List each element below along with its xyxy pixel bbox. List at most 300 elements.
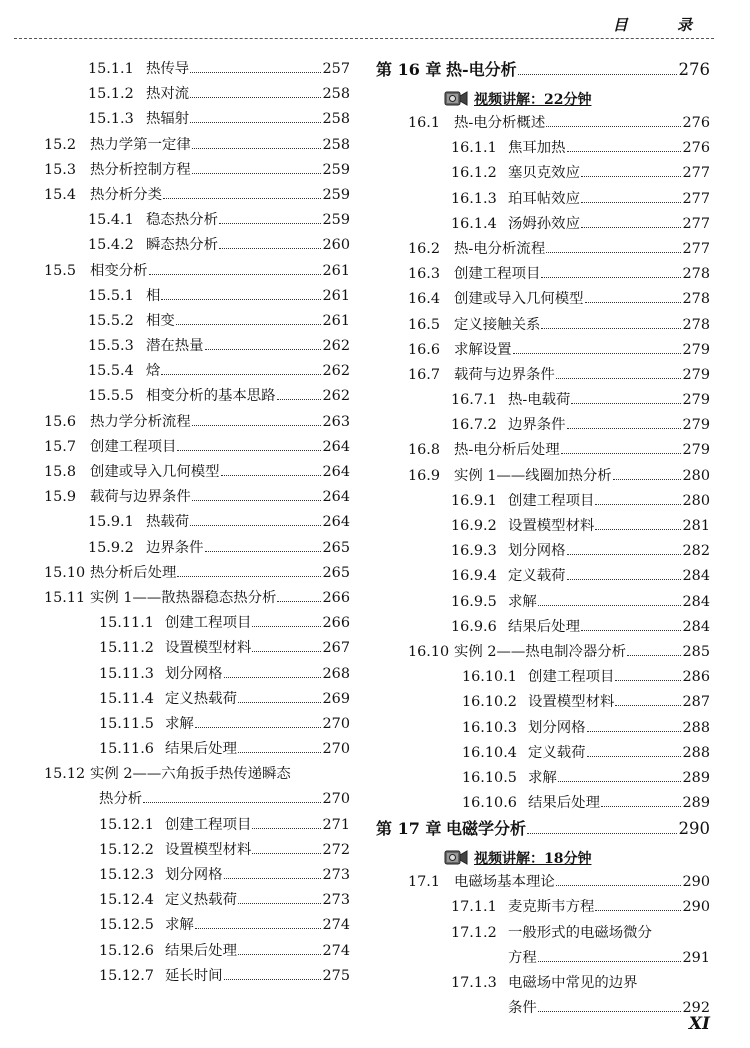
page-number: 271 [322,816,350,833]
toc-entry[interactable] [376,590,710,615]
dot-leader [219,248,321,249]
toc-entry[interactable] [44,762,350,787]
toc-entry[interactable] [376,111,710,136]
toc-entry[interactable] [376,690,710,715]
section-title: 求解 [528,769,557,786]
dot-leader [149,274,321,275]
toc-entry[interactable] [44,510,350,535]
section-title: 设置模型材料 [528,694,615,711]
page-number: 280 [682,492,710,509]
toc-entry[interactable] [376,870,710,895]
section-number: 16.4 [408,291,441,308]
dot-leader [561,453,681,454]
section-title: 热-电载荷 [508,392,571,409]
page-number: 272 [322,841,350,858]
page-number: 277 [682,240,710,257]
section-number: 16.9.6 [451,618,497,635]
page-number: 265 [322,564,350,581]
page-number: 261 [322,287,350,304]
dot-leader [518,74,677,75]
section-title: 热力学分析流程 [90,413,191,430]
dot-leader [192,173,321,174]
dot-leader [556,378,681,379]
toc-entry[interactable] [44,561,350,586]
page-number: 289 [682,769,710,786]
section-title: 条件 [508,1000,537,1017]
page-number: 258 [322,136,350,153]
page-number: 274 [322,942,350,959]
toc-entry[interactable] [44,939,350,964]
page-number: 264 [322,438,350,455]
section-title: 电磁场中常见的边界 [508,975,638,991]
section-number: 15.6 [44,413,77,430]
section-title: 创建工程项目 [528,669,615,686]
toc-entry[interactable] [44,888,350,913]
page-number: 262 [322,388,350,405]
page-number-folio: XI [688,1014,710,1034]
dot-leader [587,756,681,757]
dot-leader [224,677,321,678]
toc-entry[interactable] [44,158,350,183]
section-title: 热-电分析流程 [454,240,546,257]
page-number: 269 [322,690,350,707]
dot-leader [163,198,321,199]
chapter-title: 电磁学分析 [446,819,527,839]
dot-leader [615,705,680,706]
toc-entry[interactable] [376,438,710,463]
page-number: 263 [322,413,350,430]
section-title: 结果后处理 [165,942,237,959]
section-title: 求解 [508,593,537,610]
dot-leader [613,479,681,480]
section-number: 15.5.5 [88,388,134,405]
section-title: 创建或导入几何模型 [454,291,584,308]
page-number: 284 [682,593,710,610]
page-number: 277 [682,165,710,182]
section-title: 实例 1——线圈加热分析 [454,467,612,484]
toc-entry[interactable] [44,82,350,107]
page-number: 273 [322,892,350,909]
page-number: 284 [682,568,710,585]
toc-entry[interactable] [44,208,350,233]
section-number: 15.5.1 [88,287,134,304]
section-title: 定义热载荷 [165,892,237,909]
dot-leader [558,781,681,782]
dot-leader [219,223,321,224]
toc-entry[interactable] [44,57,350,82]
section-title: 边界条件 [146,539,204,556]
toc-entry[interactable] [376,338,710,363]
toc-entry[interactable] [44,913,350,938]
dot-leader [571,403,680,404]
page-number: 264 [322,464,350,480]
toc-entry[interactable] [44,813,350,838]
page-number: 270 [322,715,350,732]
section-title: 热传导 [146,61,190,77]
toc-entry[interactable] [44,485,350,510]
section-number: 16.1 [408,115,441,131]
dot-leader [192,148,321,149]
section-number: 15.11.2 [99,640,154,657]
toc-entry[interactable] [376,363,710,388]
toc-entry[interactable] [44,334,350,359]
dot-leader [538,1011,681,1012]
toc-entry[interactable] [376,388,710,413]
page-number: 278 [682,316,710,333]
section-title: 相 [146,287,161,304]
page-number: 258 [322,86,350,103]
toc-entry[interactable] [44,259,350,284]
dot-leader [277,399,321,400]
toc-entry[interactable] [376,791,710,816]
section-number: 15.12.7 [99,967,154,984]
toc-entry[interactable] [376,237,710,262]
toc-entry[interactable] [376,766,710,791]
section-title: 定义载荷 [528,744,586,761]
section-number: 16.6 [408,341,441,358]
toc-right-column [376,57,710,1021]
toc-entry[interactable] [44,737,350,762]
dot-leader [238,903,321,904]
toc-entry[interactable] [44,964,350,989]
dot-leader [581,202,681,203]
dot-leader [177,450,320,451]
section-number: 15.5.3 [88,338,134,355]
toc-entry[interactable] [44,384,350,409]
page-number: 288 [682,744,710,761]
page-number: 280 [682,467,710,484]
page-number: 275 [322,967,350,984]
toc-entry[interactable] [376,489,710,514]
section-title: 定义接触关系 [454,316,541,333]
toc-entry[interactable] [44,359,350,384]
toc-entry[interactable] [44,662,350,687]
toc-entry[interactable] [44,536,350,561]
toc-entry[interactable] [376,187,710,212]
section-title: 划分网格 [508,543,566,560]
toc-entry[interactable] [376,971,710,996]
page-number: 290 [682,899,710,916]
section-number: 15.12.4 [99,892,154,909]
video-lecture-label: 视频讲解：22分钟 [474,91,592,108]
page-number: 259 [322,161,350,178]
section-title: 一般形式的电磁场微分 [508,924,652,941]
toc-entry[interactable] [44,787,350,812]
dot-leader [541,277,680,278]
section-number: 17.1.3 [451,975,497,991]
section-title: 划分网格 [165,665,223,682]
section-number: 15.12.3 [99,867,154,883]
toc-entry[interactable] [376,262,710,287]
section-title: 热对流 [146,86,190,103]
section-number: 15.5.4 [88,363,134,380]
section-number: 15.12.2 [99,841,154,858]
section-title: 相变分析 [90,262,148,279]
page-number: 284 [682,618,710,635]
page-number: 264 [322,514,350,531]
section-number: 15.4.2 [88,237,134,254]
dot-leader [238,702,321,703]
page-number: 285 [682,643,710,660]
section-title: 珀耳帖效应 [508,190,580,207]
toc-entry[interactable] [44,712,350,737]
section-title: 创建工程项目 [90,438,177,455]
toc-entry[interactable] [44,233,350,258]
section-title: 实例 2——热电制冷器分析 [454,643,627,660]
section-number: 17.1 [408,874,441,891]
section-number: 15.12 [44,766,86,783]
page-number: 277 [682,190,710,207]
dot-leader [585,302,681,303]
toc-entry[interactable] [44,460,350,485]
dot-leader [538,961,681,962]
section-number: 15.4.1 [88,212,134,229]
section-title: 热-电分析概述 [454,115,546,131]
page-number: 270 [322,791,350,808]
section-title: 结果后处理 [165,741,237,758]
page-number: 270 [322,741,350,758]
toc-entry[interactable] [376,640,710,665]
section-number: 16.10.5 [462,769,517,786]
page-number: 281 [682,518,710,534]
page-number: 290 [682,874,710,891]
section-number: 15.5 [44,262,77,279]
section-number: 15.11.6 [99,741,154,758]
toc-entry[interactable] [44,107,350,132]
section-number: 16.7.1 [451,392,497,409]
dot-leader [527,833,676,834]
dot-leader [190,525,320,526]
section-title: 热分析分类 [90,186,162,203]
page-number: 260 [322,237,350,254]
section-title: 设置模型材料 [165,841,252,858]
toc-chapter-entry[interactable] [376,816,710,845]
toc-entry[interactable] [376,161,710,186]
toc-entry[interactable] [376,413,710,438]
toc-entry[interactable] [376,741,710,766]
section-number: 15.12.5 [99,917,154,934]
page-number: 257 [322,61,350,77]
dot-leader [567,554,681,555]
section-title: 焦耳加热 [508,140,566,157]
section-title: 热分析控制方程 [90,161,191,178]
toc-entry[interactable] [44,687,350,712]
section-number: 16.1.1 [451,140,497,157]
toc-entry[interactable] [44,435,350,460]
toc-entry[interactable] [376,921,710,946]
section-title: 延长时间 [165,967,223,984]
toc-entry[interactable] [376,716,710,741]
section-title: 热分析后处理 [90,564,177,581]
dot-leader [595,504,680,505]
section-number: 15.1.3 [88,111,134,128]
page-number: 258 [322,111,350,128]
dot-leader [238,954,321,955]
toc-entry[interactable] [376,996,710,1021]
dot-leader [567,579,681,580]
dot-leader [176,324,321,325]
section-number: 16.8 [408,442,441,459]
dot-leader [546,126,680,127]
video-lecture-label: 视频讲解：18分钟 [474,850,592,867]
dot-leader [192,500,321,501]
toc-entry[interactable] [44,284,350,309]
page-number: 286 [682,669,710,686]
section-title: 划分网格 [528,719,586,736]
section-number: 15.11.3 [99,665,154,682]
section-number: 16.3 [408,266,441,283]
section-title: 创建工程项目 [165,615,252,632]
section-title: 求解设置 [454,341,512,358]
section-number: 15.4 [44,186,77,203]
section-number: 15.7 [44,438,77,455]
dot-leader [238,752,321,753]
toc-entry[interactable] [376,464,710,489]
page-number: 268 [322,665,350,682]
running-header [14,0,714,39]
video-lecture-note[interactable] [376,845,710,870]
toc-entry[interactable] [376,564,710,589]
section-title: 求解 [165,715,194,732]
page-number: 279 [682,417,710,434]
toc-chapter-entry[interactable] [376,57,710,86]
page-number: 277 [682,215,710,232]
page-number: 265 [322,539,350,556]
section-number: 15.11.4 [99,690,154,707]
toc-entry[interactable] [44,309,350,334]
dot-leader [143,802,320,803]
section-number: 16.5 [408,316,441,333]
section-title: 热辐射 [146,111,190,128]
header-title: 目 录 [612,16,714,34]
section-title: 实例 1——散热器稳态热分析 [90,589,277,606]
page-number: 276 [678,60,710,79]
dot-leader [567,428,681,429]
page-number: 261 [322,262,350,279]
toc-entry[interactable] [44,838,350,863]
page-number: 259 [322,186,350,203]
dot-leader [195,727,321,728]
section-title: 定义热载荷 [165,690,237,707]
page-number: 279 [682,392,710,409]
dot-leader [513,353,681,354]
toc-entry[interactable] [376,539,710,564]
page-number: 266 [322,615,350,632]
section-number: 15.11 [44,589,86,606]
page-number: 289 [682,795,710,812]
dot-leader [252,828,320,829]
toc-entry[interactable] [44,183,350,208]
video-lecture-note[interactable] [376,86,710,111]
section-number: 16.10.2 [462,694,517,711]
section-number: 15.9.1 [88,514,134,531]
toc-entry[interactable] [376,665,710,690]
section-title: 瞬态热分析 [146,237,218,254]
page-number: 264 [322,489,350,506]
section-title: 焓 [146,363,161,380]
section-title: 方程 [508,949,537,966]
dot-leader [252,651,320,652]
page-number: 267 [322,640,350,657]
toc-entry[interactable] [44,863,350,888]
section-number: 16.2 [408,240,441,257]
dot-leader [224,878,321,879]
section-title: 麦克斯韦方程 [508,899,595,916]
page-number: 262 [322,338,350,355]
section-number: 16.10.1 [462,669,517,686]
section-title: 热-电分析后处理 [454,442,560,459]
page-number: 279 [682,341,710,358]
section-number: 16.7 [408,366,441,383]
toc-entry[interactable] [44,636,350,661]
chapter-title: 热-电分析 [446,60,517,79]
dot-leader [195,928,321,929]
video-camera-icon [444,90,468,107]
section-title: 创建工程项目 [165,816,252,833]
toc-entry[interactable] [44,611,350,636]
section-number: 16.1.3 [451,190,497,207]
toc-entry[interactable] [44,410,350,435]
section-number: 16.10.6 [462,795,517,812]
section-title: 求解 [165,917,194,934]
toc-entry[interactable] [376,287,710,312]
section-number: 15.10 [44,564,86,581]
dot-leader [192,425,321,426]
section-number: 15.11.1 [99,615,154,632]
dot-leader [205,551,321,552]
section-title: 创建工程项目 [508,492,595,509]
section-number: 15.11.5 [99,715,154,732]
toc-entry[interactable] [376,136,710,161]
page-number: 282 [682,543,710,560]
page-number: 266 [322,589,350,606]
dot-leader [161,374,320,375]
dot-leader [224,979,321,980]
section-title: 创建工程项目 [454,266,541,283]
toc-entry[interactable] [376,895,710,920]
toc-entry[interactable] [376,514,710,539]
section-title: 稳态热分析 [146,212,218,229]
section-number: 16.10.4 [462,744,517,761]
toc-entry[interactable] [376,313,710,338]
toc-entry[interactable] [44,586,350,611]
section-title: 实例 2——六角扳手热传递瞬态 [90,766,291,783]
section-number: 16.9.2 [451,518,497,534]
section-title: 热载荷 [146,514,190,531]
page-number: 278 [682,266,710,283]
page-number: 292 [682,1000,710,1017]
toc-entry[interactable] [44,133,350,158]
dot-leader [277,601,320,602]
page-number: 274 [322,917,350,934]
section-title: 载荷与边界条件 [90,489,191,506]
dot-leader [161,299,320,300]
chapter-number: 第 16 章 [376,60,442,79]
toc-entry[interactable] [376,946,710,971]
section-number: 16.9.5 [451,593,497,610]
dot-leader [190,122,320,123]
dot-leader [541,328,680,329]
section-number: 15.1.1 [88,61,134,77]
section-title: 定义载荷 [508,568,566,585]
toc-entry[interactable] [376,615,710,640]
section-number: 16.10.3 [462,719,517,736]
page-number: 261 [322,312,350,329]
toc-entry[interactable] [376,212,710,237]
section-title: 热分析 [99,791,143,808]
section-number: 17.1.2 [451,924,497,941]
toc-left-column [44,57,350,989]
